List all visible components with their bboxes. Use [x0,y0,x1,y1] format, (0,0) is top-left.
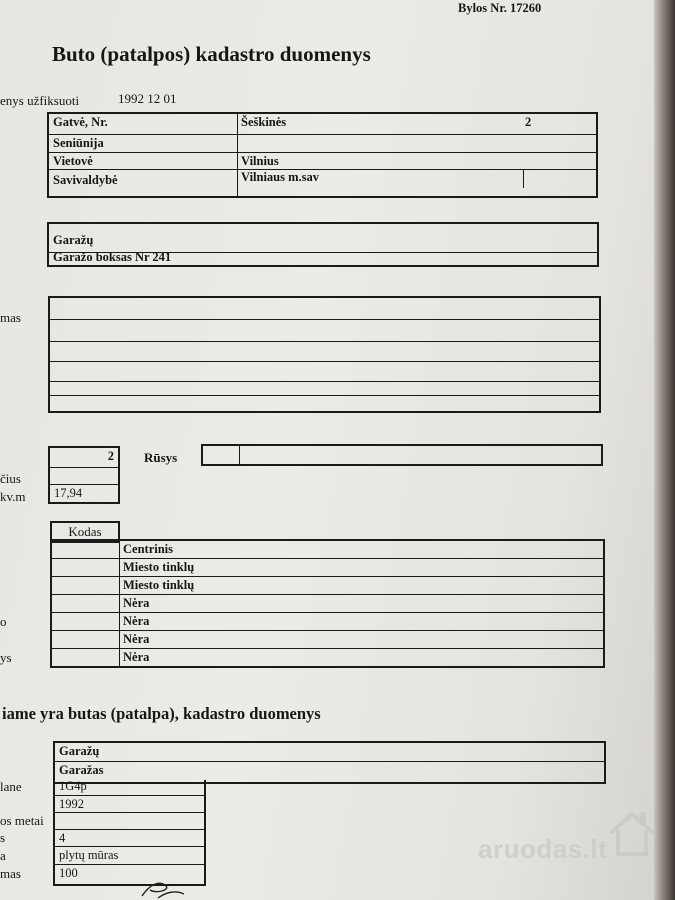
field-value: Vilnius [241,154,279,168]
table-row [49,170,596,196]
left-label: s [0,830,6,845]
building-type-table [53,741,606,784]
table-row [49,114,596,135]
field-value: Vilniaus m.sav [241,170,320,184]
left-label: kv.m [0,489,26,504]
case-number: Bylos Nr. 17260 [458,1,542,15]
table-row [49,135,596,153]
field-value: 1992 [59,797,84,811]
utilities-table [50,539,605,668]
left-label: mas [0,310,21,325]
area-value: 17,94 [54,486,83,500]
rusys-label: Rūsys [144,450,178,465]
left-label: čius [0,471,21,486]
field-value: plytų mūras [59,848,119,862]
field-value: 4 [59,831,66,845]
utility-value: Nėra [123,650,150,664]
field-value: Šeškinės [241,115,287,129]
field-value: Garažų [59,744,100,758]
blank-lines-table [48,296,601,413]
address-table [47,112,598,198]
utility-value: Nėra [123,614,150,628]
recorded-label: enys užfiksuoti [0,93,80,108]
page-edge [654,0,675,900]
utility-value: Miesto tinklų [123,560,195,574]
field-number: 2 [525,115,532,129]
left-label: os metai [0,813,44,828]
section-title: iame yra butas (patalpa), kadastro duomenys [2,704,321,723]
kodas-label: Kodas [68,524,102,539]
watermark-text: aruodas.lt [478,834,608,864]
field-value: 100 [59,866,78,880]
building-details-table [53,780,206,886]
rooms-count: 2 [107,449,114,463]
left-label: a [0,848,6,863]
field-label: Seniūnija [53,136,104,150]
field-value: Garažų [53,233,94,247]
left-label: o [0,614,7,629]
field-label: Savivaldybė [53,173,118,187]
field-value: Garažo boksas Nr 241 [53,250,172,264]
table-row [49,153,596,170]
house-icon [608,808,656,858]
utility-value: Centrinis [123,542,173,556]
page-title: Buto (patalpos) kadastro duomenys [52,42,371,66]
rusys-box [201,444,603,466]
recorded-date: 1992 12 01 [118,91,177,106]
field-label: Vietovė [53,154,93,168]
field-value: Garažas [59,763,104,777]
rooms-area-box [48,446,120,504]
signature-mark [136,876,186,900]
field-label: Gatvė, Nr. [53,115,108,129]
field-value: 1G4p [59,779,87,793]
left-label: ys [0,650,12,665]
utility-value: Miesto tinklų [123,578,195,592]
left-label: mas [0,866,21,881]
utility-value: Nėra [123,632,150,646]
utility-value: Nėra [123,596,150,610]
table-row [49,251,597,267]
purpose-table [47,222,599,267]
left-label: lane [0,779,22,794]
